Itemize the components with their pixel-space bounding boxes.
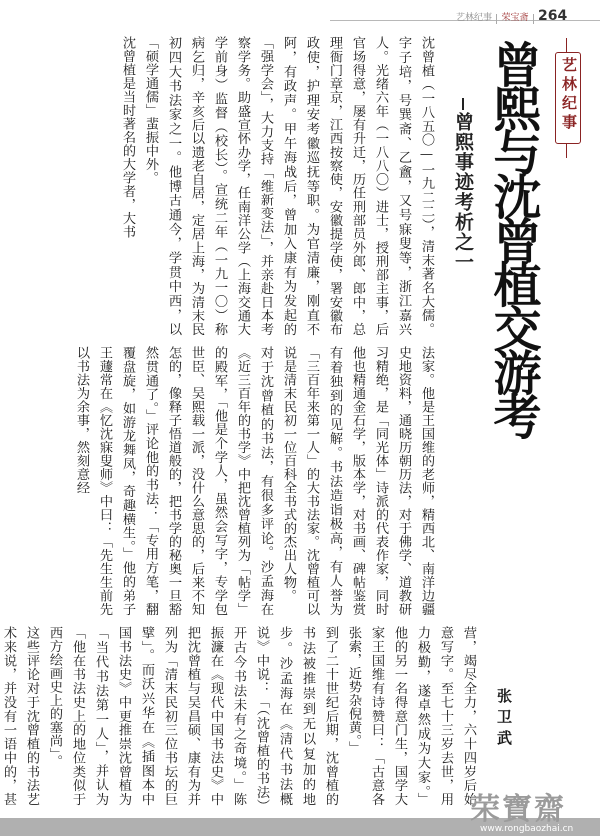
badge-frame <box>555 52 581 144</box>
header-divider <box>496 14 497 24</box>
paragraph: 沈曾植是当时著名的大学者，大书 <box>120 36 135 239</box>
paragraph: 到了二十世纪后期，沈曾植的书法被推崇到无以复加的地步。沙孟海在《清代书法概说》中说：「（沈曾植的书法）开古今书法未有之奇境。」陈振濂在《现代中国书法史》中把沈曾植与吴昌硕、康有为并列为「清末民初三位书坛的巨擘」。而沃兴华在《插图本中国书法史》中更推崇沈曾植为「当代书法第一人」，并认为「他在书法史上的地位类似于西方绘画史上的塞尚」。 <box>47 626 338 806</box>
body-text-block-top <box>20 36 438 336</box>
badge-rule-bottom <box>566 144 567 158</box>
watermark-url: www.rongbaozhai.cn <box>480 824 574 834</box>
subtitle-dash <box>462 98 464 110</box>
paragraph: 沈曾植（一八五〇—一九二二），清末著名大儒。字子培，号巽斋、乙盦，又号寐叟等，浙江嘉兴人。光绪六年（一八八〇）进士，授刑部主事，后官场得意，屡有升迁，历任刑部员外郎、郎中，总理衙门章京，江西按察使，安徽提学使，署安徽布政使，护理安考徽巡抚等职。为官清廉，刚直不阿，有政声。甲午海战后，曾加入康有为发起的「强学会」，大力支持「维新变法」，并亲赴日本考察学务。助盛宣怀办学，任南洋公学（上海交通大学前身）监督（校长）。宣统二年（一九一〇）称病乞归，辛亥后以遗老自居，定居上海，为清末民初四大书法家之一。他博古通今，学贯中西，以「硕学通儒」蜚振中外。 <box>143 36 434 336</box>
page-footer <box>0 784 600 840</box>
author-name: 张卫武 <box>495 688 513 751</box>
header-divider <box>533 14 534 24</box>
badge-rule-top <box>566 38 567 52</box>
paragraph: 营，竭尽全力，六十四岁后始意写字。至七十三岁去世，用力极勤，遂卓然成为大家。」他的另一名得意门生，国学大家王国维有诗赞曰：「古意各张索，近势杂倪黄。」 <box>346 626 476 806</box>
article-title: 曾熙与沈曾植交游考 <box>485 40 541 436</box>
body-text-block-middle <box>20 346 438 616</box>
watermark-logo-text: 荣寶齋 <box>470 792 566 827</box>
paragraph: 对于沈曾植的书法，有很多评论。沙孟海在《近三百年的书学》中把沈曾植列为「帖学」的殿军，「他是个学人，虽然会写字，专学包世臣、吴熙载一派，没什么意思的，后来不知怎的，像释子悟道般的，把书学的秘奥一旦豁然贯通了。」评论他的书法：「专用方笔，翻覆盘旋，如游龙舞凤，奇趣横生。」他的弟子王蘧常在《忆沈寐叟师》中曰：「先生生前先以书法为余事，然刻意经 <box>74 346 273 616</box>
paragraph: 这些评论对于沈曾植的书法艺术来说，并没有一语中的，甚 <box>1 626 39 806</box>
header-column-label: 艺林纪事 <box>455 13 492 23</box>
article-subtitle: 曾熙事迹考析之一 <box>452 112 474 272</box>
page-header <box>0 0 600 34</box>
body-text-block-bottom <box>1 626 480 806</box>
header-magazine-label: 荣宝斋 <box>501 13 529 23</box>
page-number: 264 <box>538 8 568 24</box>
paragraph: 法家。他是王国维的老师，精西北、南洋边疆史地资料，通晓历朝历法，对于佛学、道教研习精绝，是「同光体」诗派的代表作家，同时他也精通金石学，版本学，对书画、碑帖鉴赏有着独到的见解。书法造诣极高，有人誉为「三百年来第一人」的大书法家。沈曾植可以说是清末民初一位百科全书式的杰出人物。 <box>281 346 434 616</box>
watermark-logo <box>470 784 582 827</box>
column-badge <box>552 38 582 158</box>
column-badge-text: 艺林纪事 <box>560 57 578 133</box>
